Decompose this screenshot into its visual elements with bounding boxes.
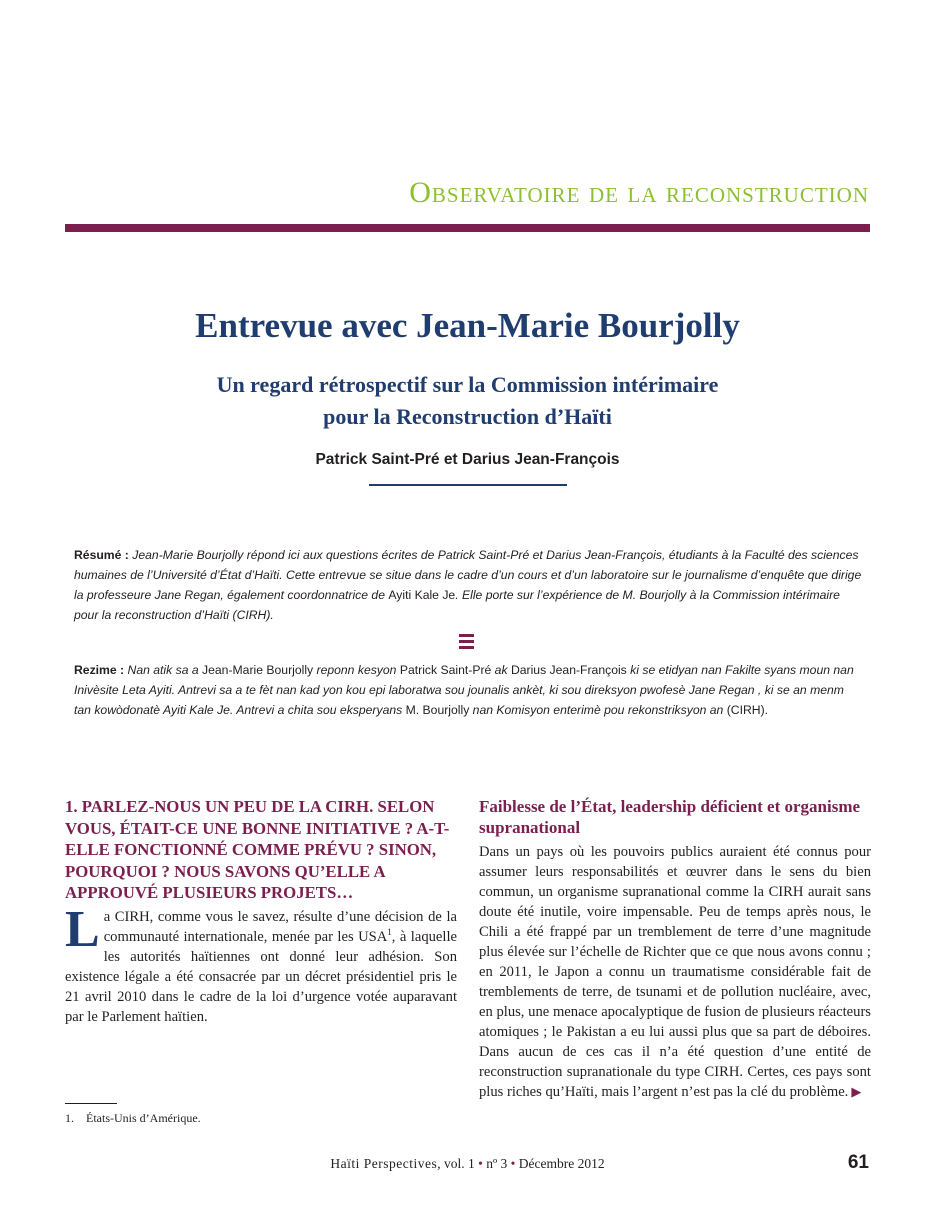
abstract-text: Ayiti Kale Je bbox=[388, 588, 456, 602]
abstract-label: Rezime : bbox=[74, 663, 125, 677]
abstract-text: (CIRH). bbox=[726, 703, 769, 717]
section-heading: Faiblesse de l’État, leadership déficient et organisme supranational bbox=[479, 797, 861, 837]
footer-volume: , vol. 1 bbox=[437, 1156, 479, 1171]
article-subtitle bbox=[0, 369, 935, 433]
article-authors: Patrick Saint-Pré et Darius Jean-François bbox=[315, 451, 620, 468]
abstract-french bbox=[74, 545, 864, 625]
footnote bbox=[65, 1111, 201, 1126]
abstract-creole bbox=[74, 660, 864, 720]
page-number: 61 bbox=[847, 1152, 869, 1173]
journal-name: Haïti Perspectives bbox=[330, 1156, 438, 1171]
abstract-text: ak bbox=[491, 663, 511, 677]
equivalence-icon bbox=[459, 634, 474, 651]
footnote-reference[interactable]: 1 bbox=[387, 926, 392, 937]
left-column bbox=[65, 796, 457, 1027]
abstract-text: Darius Jean-François bbox=[510, 663, 627, 677]
footnote-rule bbox=[65, 1103, 117, 1104]
abstract-text: Patrick Saint-Pré bbox=[399, 663, 492, 677]
footnote-text: États-Unis d’Amérique. bbox=[86, 1111, 201, 1125]
footer-date: Décembre 2012 bbox=[515, 1156, 605, 1171]
right-column bbox=[479, 796, 871, 1102]
interview-question: 1. PARLEZ-NOUS UN PEU DE LA CIRH. SELON VOUS, ÉTAIT-CE UNE BONNE INITIATIVE ? A-T-ELLE FONCTIONNÉ COMME PRÉVU ? SINON, POURQUOI ? NOUS SAVONS QU’ELLE A APPROUVÉ PLUSIEURS PROJETS… bbox=[65, 797, 450, 902]
drop-cap: L bbox=[65, 900, 100, 958]
rubric-rule bbox=[65, 224, 870, 232]
abstract-text: . Elle porte sur l’expérience de M. Bourjolly à la Commission intérimaire pour la reconstruction d’Haïti (CIRH). bbox=[74, 588, 840, 622]
footer-bullet: • bbox=[510, 1156, 516, 1171]
continue-arrow-icon: ▶ bbox=[851, 1084, 862, 1099]
body-text: Dans un pays où les pouvoirs publics auraient été connus pour assumer leurs responsabilités et œuvrer dans le sens du bien commun, un organisme supranational comme la CIRH aurait sans doute été inutile, voire impensable. Peu de temps après nous, le Chili a été frappé par un tremblement de terre d’une magnitude plus élevée sur l’échelle de Richter que ce que nous avons connu ; en 2011, le Japon a connu un traumatisme considérable fait de tremblements de terre, de tsunami et de pollution nucléaire, avec, en plus, une menace apocalyptique de fusion de plusieurs réacteurs atomiques ; le Pakistan a eu lui aussi plus que sa part de déboires. Dans aucun de ces cas il n’a été question d’une entité de reconstruction supranationale du type CIRH. Certes, ces pays sont plus riches qu’Haïti, mais l’argent n’est pas la clé du problème. bbox=[479, 844, 871, 1100]
answer-paragraph bbox=[65, 900, 457, 1027]
footer-bullet: • bbox=[478, 1156, 483, 1171]
abstract-label: Résumé : bbox=[74, 548, 129, 562]
article-title: Entrevue avec Jean-Marie Bourjolly bbox=[195, 306, 740, 345]
authors-rule bbox=[369, 484, 567, 486]
abstract-text: M. Bourjolly bbox=[405, 703, 470, 717]
answer-text: , à laquelle les autorités haïtiennes ont donné leur adhésion. Son existence légale a été consacrée par un décret présidentiel pris le 21 avril 2010 dans le cadre de la loi d’urgence votée auparavant par le Parlement haïtien. bbox=[65, 928, 457, 1025]
abstract-text: nan Komisyon enterimè pou rekonstriksyon an bbox=[469, 703, 727, 717]
abstract-text: Nan atik sa a bbox=[124, 663, 203, 677]
abstract-text: reponn kesyon bbox=[313, 663, 400, 677]
subtitle-line-2: pour la Reconstruction d’Haïti bbox=[323, 404, 612, 429]
footer-issue: nº 3 bbox=[482, 1156, 511, 1171]
subtitle-line-1: Un regard rétrospectif sur la Commission intérimaire bbox=[216, 372, 719, 397]
abstract-text: Jean-Marie Bourjolly répond ici aux questions écrites de Patrick Saint-Pré et Darius Jean-François, étudiants à la Faculté des sciences humaines de l’Université d’État d’Haïti. Cette entrevue se situe dans le cadre d’un cours et d’un laboratoire sur le journalisme d’enquête que dirige la professeure Jane Regan, également coordonnatrice de bbox=[74, 548, 862, 602]
page-footer bbox=[0, 1156, 935, 1172]
answer-text: a CIRH, comme vous le savez, résulte d’une décision de la communauté internationale, menée par les USA bbox=[103, 908, 457, 945]
abstract-text: Jean-Marie Bourjolly bbox=[202, 663, 314, 677]
footnote-number: 1. bbox=[65, 1111, 74, 1125]
body-paragraph bbox=[479, 842, 871, 1102]
section-rubric: Observatoire de la reconstruction bbox=[409, 176, 869, 209]
abstract-text: ki se etidyan nan Fakilte syans moun nan Inivèsite Leta Ayiti. Antrevi sa a te fèt nan kad yon kou epi laboratwa sou jounalis ankèt, ki sou direksyon pwofesè Jane Regan , ki se an menm tan kowòdonatè Ayiti Kale Je. Antrevi a chita sou eksperyans bbox=[74, 663, 854, 717]
